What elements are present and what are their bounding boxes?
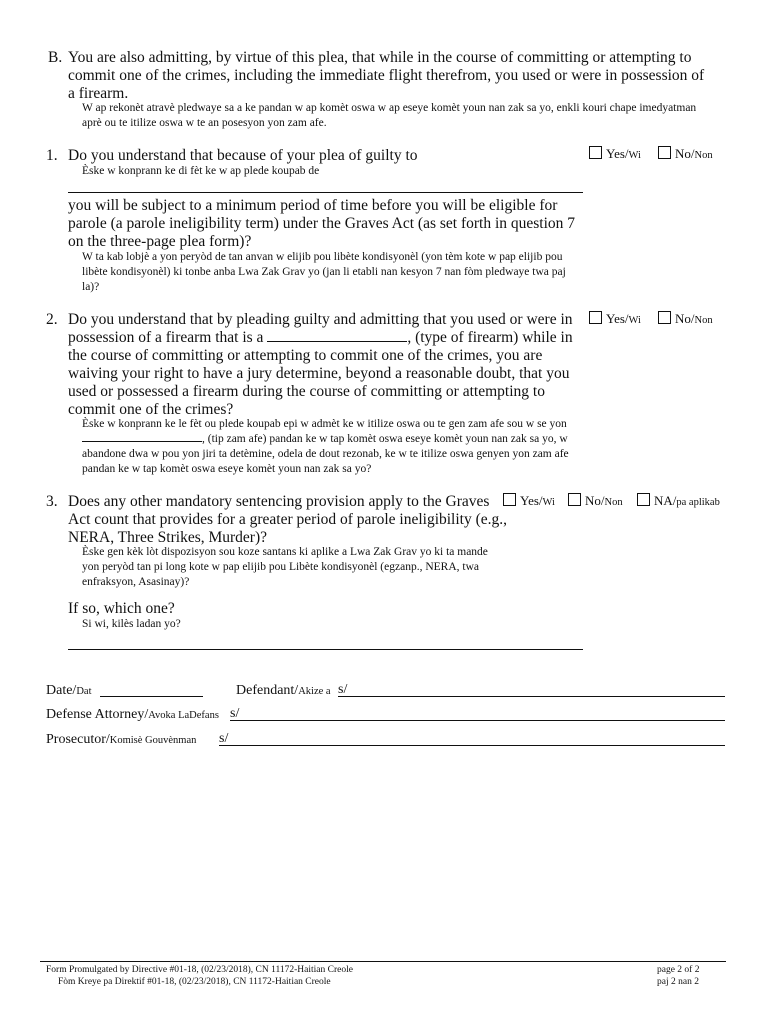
section-b-letter: B.	[48, 49, 63, 66]
q3-number: 3.	[46, 493, 58, 510]
q3-yes-checkbox[interactable]	[503, 493, 516, 506]
prosecutor-signature-field[interactable]	[219, 745, 725, 746]
q1-yes-checkbox[interactable]	[589, 146, 602, 159]
q3-followup: If so, which one?	[68, 600, 175, 617]
q1-no-option[interactable]: No/Non	[658, 146, 713, 162]
q3-answer-line[interactable]	[68, 649, 583, 650]
q2-number: 2.	[46, 311, 58, 328]
q1-text-a: Do you understand that because of your plea of guilty to	[68, 147, 418, 164]
q2-no-checkbox[interactable]	[658, 311, 671, 324]
q2-firearm-blank[interactable]	[267, 341, 407, 342]
prosecutor-label: Prosecutor/Komisè Gouvènman	[46, 732, 197, 747]
prosecutor-sig-prefix: s/	[219, 731, 229, 746]
q2-no-option[interactable]: No/Non	[658, 311, 713, 327]
q2-text: Do you understand that by pleading guilty and admitting that you used or were in possession of a firearm that is a , (type of firearm) while in the course of committing or attempting to commit one of the crimes, you are waiving your right to have a jury determine, beyond a reasonable doubt, that you used or possessed a firearm during the course of committing or attempting to commit one of the crimes?	[68, 311, 573, 418]
q3-no-checkbox[interactable]	[568, 493, 581, 506]
q2-yes-checkbox[interactable]	[589, 311, 602, 324]
q1-offense-line[interactable]	[68, 192, 583, 193]
q1-creole-a: Èske w konprann ke di fèt ke w ap plede koupab de	[82, 165, 320, 177]
q1-creole-b: W ta kab lobjè a yon peryòd de tan anvan w elijib pou libète kondisyonèl (yon tèm kote w pap elijib pou libète kondisyonèl) ki tonbe anba Lwa Zak Grav yo (jan li etabli nan kesyon 7 nan fòm pledwaye twa paj la)?	[82, 251, 566, 293]
attorney-sig-prefix: s/	[230, 706, 240, 721]
q3-na-option[interactable]: NA/pa aplikab	[637, 493, 720, 509]
q3-creole: Èske gen kèk lòt dispozisyon sou koze santans ki aplike a Lwa Zak Grav yo ki ta mande yon peryòd tan pi long kote w pap elijib pou Libète kondisyonèl (egzanp., NERA, twa enfraksyon, Asasinay)?	[82, 546, 488, 588]
date-label: Date/Dat	[46, 683, 92, 698]
defendant-sig-prefix: s/	[338, 682, 348, 697]
section-b-text: You are also admitting, by virtue of this plea, that while in the course of committing or attempting to commit one of the crimes, including the immediate flight therefrom, you used or were in possession of a firearm.	[68, 49, 705, 102]
footer-form-ht: Fòm Kreye pa Direktif #01-18, (02/23/2018), CN 11172-Haitian Creole	[58, 977, 331, 987]
q2-yes-option[interactable]: Yes/Wi	[589, 311, 641, 327]
defense-attorney-signature-field[interactable]	[230, 720, 725, 721]
q1-text-b: you will be subject to a minimum period of time before you will be eligible for parole (a parole ineligibility term) under the Graves Act (as set forth in question 7 on the three-page plea form)?	[68, 197, 576, 250]
q2-creole: Èske w konprann ke le fèt ou plede koupab epi w admèt ke w itilize oswa ou te gen zam afe sou w se yon , (tip zam afe) pandan ke w tap komèt oswa eseye komèt youn nan zak sa yo, w abandone dwa w pou yon jiri ta detèmine, odela de dout rezonab, ke w te itilize oswa genyen yon zam afe pandan ke w tap komèt oswa eseye komèt youn nan zak sa yo?	[82, 418, 569, 475]
q3-followup-creole: Si wi, kilès ladan yo?	[82, 618, 181, 630]
q1-number: 1.	[46, 147, 58, 164]
section-b-creole: W ap rekonèt atravè pledwaye sa a ke pandan w ap komèt oswa w ap eseye komèt youn nan zak sa yo, enkli kouri chape imedyatman aprè ou te itilize oswa w te an posesyon yon zam afe.	[82, 102, 697, 129]
q2-firearm-blank-creole[interactable]	[82, 441, 202, 442]
defendant-signature-field[interactable]	[338, 696, 725, 697]
q1-no-checkbox[interactable]	[658, 146, 671, 159]
date-field[interactable]	[100, 696, 203, 697]
footer-rule	[40, 961, 726, 962]
q1-yes-option[interactable]: Yes/Wi	[589, 146, 641, 162]
defendant-label: Defendant/Akize a	[236, 683, 331, 698]
q3-na-checkbox[interactable]	[637, 493, 650, 506]
footer-form-en: Form Promulgated by Directive #01-18, (02/23/2018), CN 11172-Haitian Creole	[46, 965, 353, 975]
defense-attorney-label: Defense Attorney/Avoka LaDefans	[46, 707, 219, 722]
q3-yes-option[interactable]: Yes/Wi	[503, 493, 555, 509]
footer-page-ht: paj 2 nan 2	[657, 977, 699, 987]
footer-page-en: page 2 of 2	[657, 965, 700, 975]
q3-text: Does any other mandatory sentencing provision apply to the Graves Act count that provides for a greater period of parole ineligibility (e.g., NERA, Three Strikes, Murder)?	[68, 493, 508, 546]
q3-no-option[interactable]: No/Non	[568, 493, 623, 509]
